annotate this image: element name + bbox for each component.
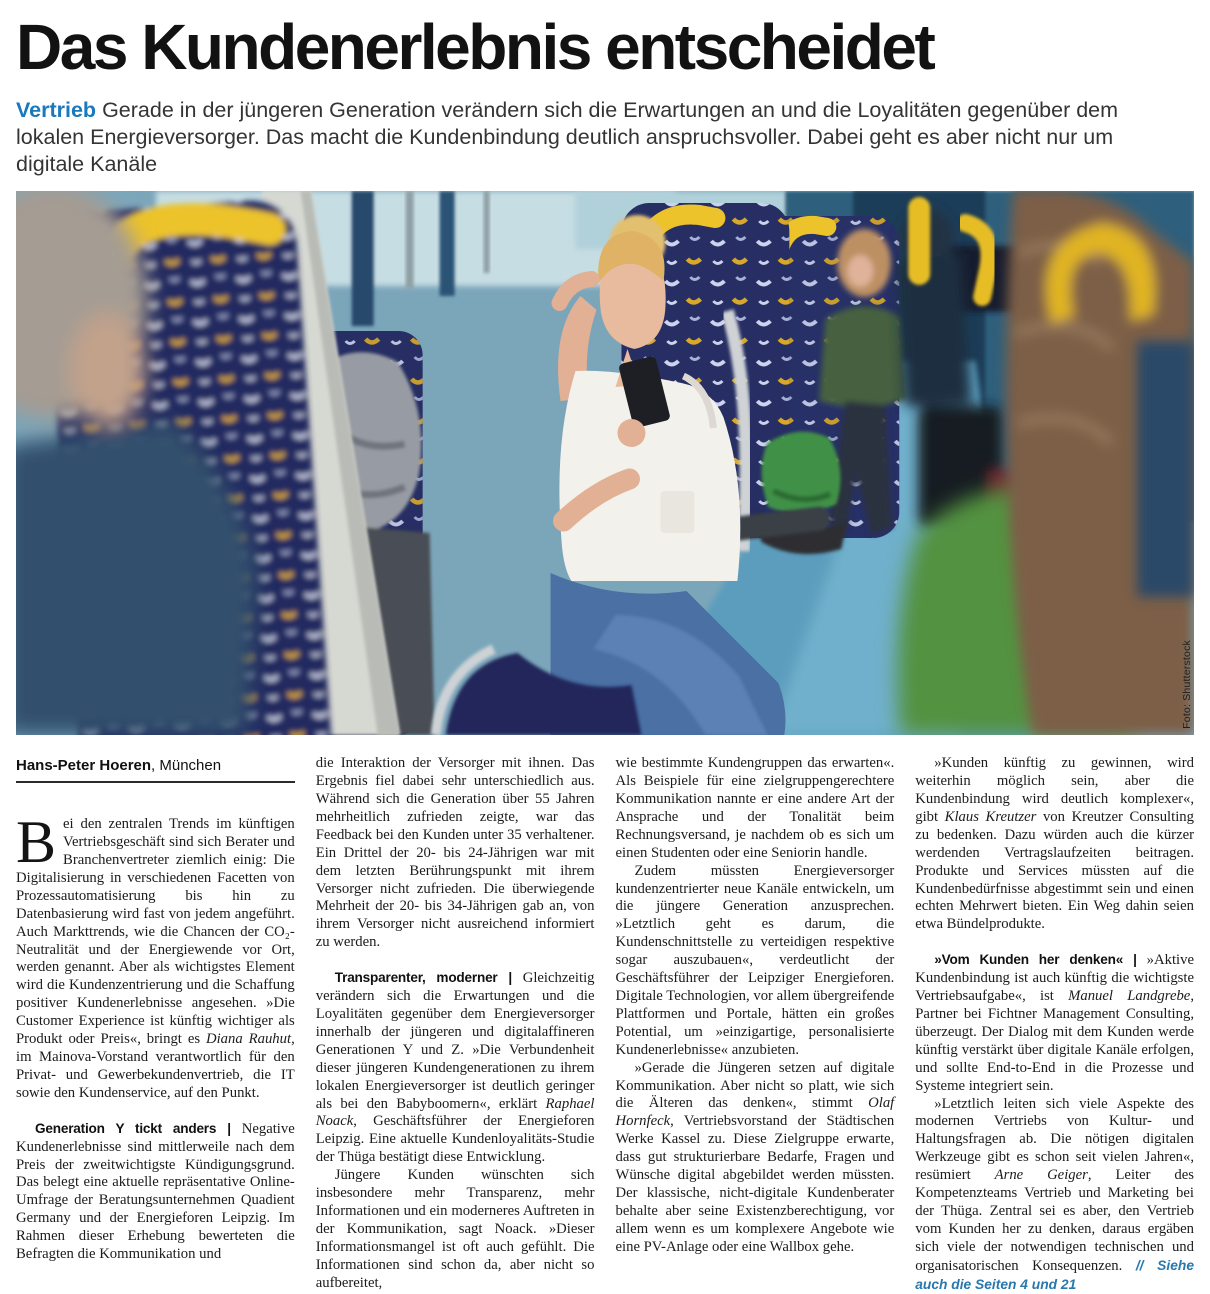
body-text: »Letztlich leiten sich viele Aspekte des modernen Vertriebs von Kultur- und Haltungsfragen ab. Die nötigen digitalen Werkzeuge gibt es schon seit vielen Jahren«, resümiert	[915, 1096, 1194, 1184]
paragraph	[915, 1096, 1194, 1294]
body-text: »Kunden künftig zu gewinnen, wird weiterhin möglich sein, aber die Kundenbindung wird deutlich komplexer«, gibt	[915, 755, 1194, 825]
person-name: Manuel Landgrebe	[1068, 988, 1190, 1004]
body-text: , Partner bei Fichtner Management Consulting, überzeugt. Der Dialog mit dem Kunden werde künftig verstärkt über digitale Kanäle erfolgen, und sollte End-to-End in die Prozesse und Systeme integriert sein.	[915, 988, 1194, 1094]
paragraph	[316, 755, 595, 952]
byline: Hans-Peter Hoeren, München	[16, 755, 295, 783]
person-name: Klaus Kreutzer	[945, 809, 1037, 825]
paragraph	[616, 1060, 895, 1257]
body-text: Negative Kundenerlebnisse sind mittlerweile nach dem Preis der zweitwichtigste Kündigungsgrund. Das belegt eine aktuelle repräsentative Online-Umfrage der Beratungsunternehmen Quadient Germany und der Energieforen Leipzig. Im Rahmen dieser Erhebung bewerteten die Befragten die Kommunikation und	[16, 1121, 295, 1262]
body-text: Jüngere Kunden wünschten sich insbesondere mehr Transparenz, mehr Informationen und ein moderneres Auftreten in der Kommunikation, sagt Noack. »Dieser Informationsmangel ist oft auch gefühlt. Die Informationen sind schon da, aber nicht so aufbereitet,	[316, 1167, 595, 1290]
body-text: »Aktive Kundenbindung ist auch künftig die wichtigste Vertriebsaufgabe«, ist	[915, 952, 1194, 1004]
photo-credit: Foto: Shutterstock	[1181, 640, 1193, 729]
paragraph	[616, 863, 895, 1060]
body-text: die Interaktion der Versorger mit ihnen. Das Ergebnis fiel dabei sehr unterschiedlich aus. Während sich die Generation über 55 Jahren mehrheitlich zufrieden zeigte, war das Feedback bei den Kunden unter 35 verhaltener. Ein Drittel der 20- bis 24-Jährigen war mit dem letzten Berührungspunkt mit ihrem Versorger nicht zufrieden. Die überwiegende Mehrheit der 20- bis 34-Jährigen gab an, von ihrem Versorger nicht ausreichend informiert zu werden.	[316, 755, 595, 950]
article-column-4	[915, 755, 1194, 1294]
paragraph-lead-in: Generation Y tickt anders |	[35, 1121, 242, 1136]
article-column-3	[616, 755, 895, 1294]
body-text: von Kreutzer Consulting zu bedenken. Dazu würden auch die kürzer werdenden Vertragslaufzeiten beitragen. Produkte und Services müssten auf die Kundenbedürfnisse abgestimmt sein und einen echten Mehrwert bieten. Ein Weg dahin seien etwa Bündelprodukte.	[915, 809, 1194, 932]
body-text: wie bestimmte Kundengruppen das erwarten«. Als Beispiele für eine zielgruppengerechtere Kommunikation nannte er eine andere Art der Ansprache und der Tonalität beim Rechnungsversand, je nachdem ob es sich um einen Studenten oder eine Seniorin handle.	[616, 755, 895, 861]
paragraph	[316, 1167, 595, 1292]
kicker: Vertrieb	[16, 98, 96, 122]
standfirst	[16, 97, 1181, 178]
article-body	[16, 755, 1194, 1294]
headline: Das Kundenerlebnis entscheidet	[16, 14, 1194, 81]
person-name: Raphael Noack	[316, 1096, 595, 1130]
body-text: , Vertriebsvorstand der Städtischen Werke Kassel zu. Diese Zielgruppe erwarte, dass gut strukturierbare Bedarfe, Fragen und Wünsche digital abgebildet werden müssten. Der klassische, nicht-digitale Kundenberater behalte aber seine Existenzberechtigung, vor allem wenn es um komplexere Angebote wie eine PV-Anlage oder eine Wallbox gehe.	[616, 1113, 895, 1254]
drop-cap: B	[16, 816, 63, 866]
body-text: ei den zentralen Trends im künftigen Vertriebsgeschäft sind sich Berater und Branchenvertreter ziemlich einig: Die Digitalisierung in verschiedenen Facetten von Prozessautomatisierung bis hin zu Datenbasierung wird fast von jedem angeführt. Auch Markttrends, wie die Chancen der CO₂-Neutralität und der Energiewende vor Ort, werden genannt. Aber als wichtigstes Element wird die Kundenzentrierung und die Schaffung positiver Kundenerlebnisse angesehen. »Die Customer Experience ist künftig wichtiger als Produkt oder Preis«, bringt es	[16, 816, 295, 1047]
body-text: »Gerade die Jüngeren setzen auf digitale Kommunikation. Aber nicht so platt, wie sich die Älteren das denken«, stimmt	[616, 1060, 895, 1112]
body-text: Zudem müssten Energieversorger kundenzentrierter neue Kanäle entwickeln, um die jüngere Generation anzusprechen. »Letztlich geht es darum, die Kundenschnittstelle zu verteidigen respektive sogar auszubauen«, verdeutlicht der Geschäftsführer der Leipziger Energieforen. Digitale Technologien, vor allem übergreifende Plattformen und Portale, hätten ein großes Potential, um »einzigartige, personalisierte Kundenerlebnisse« anzubieten.	[616, 863, 895, 1058]
article-photo	[16, 191, 1194, 735]
person-name: Olaf Hornfeck	[616, 1095, 895, 1129]
paragraph	[16, 1120, 295, 1264]
train-photo-illustration	[16, 191, 1194, 735]
body-text: , Leiter des Kompetenzteams Vertrieb und Marketing bei der Thüga. Zentral sei es aber, den Vertrieb vom Kunden her zu denken, daraus ergäben sich viele der notwendigen technischen und organisatorischen Konsequenzen.	[915, 1167, 1194, 1274]
paragraph	[16, 816, 295, 1103]
article-column-2	[316, 755, 595, 1294]
paragraph	[616, 755, 895, 862]
byline-author: Hans-Peter Hoeren	[16, 757, 151, 774]
person-name: Diana Rauhut	[206, 1031, 291, 1047]
person-name: Arne Geiger	[995, 1167, 1088, 1183]
body-text: , Geschäftsführer der Energieforen Leipzig. Eine aktuelle Kundenloyalitäts-Studie der Thüga bestätigt diese Entwicklung.	[316, 1113, 595, 1165]
standfirst-text: Gerade in der jüngeren Generation verändern sich die Erwartungen an und die Loyalitäten gegenüber dem lokalen Energieversorger. Das macht die Kundenbindung deutlich anspruchsvoller. Dabei geht es aber nicht nur um digitale Kanäle	[16, 98, 1118, 176]
article-column-1	[16, 755, 295, 1294]
paragraph-lead-in: »Vom Kunden her denken« |	[934, 952, 1146, 967]
body-text: , im Mainova-Vorstand verantwortlich für den Privat- und Gewerbekundenvertrieb, die IT sowie den Kundenservice, auf den Punkt.	[16, 1031, 295, 1101]
cross-reference: // Siehe auch die Seiten 4 und 21	[915, 1258, 1194, 1292]
paragraph	[316, 969, 595, 1167]
paragraph-lead-in: Transparenter, moderner |	[335, 970, 523, 985]
body-text: Gleichzeitig verändern sich die Erwartungen und die Loyalitäten gegenüber dem Energieversorger innerhalb der jüngeren und digitalaffineren Generationen Y und Z. »Die Verbundenheit dieser jüngeren Kundengenerationen zu ihrem lokalen Energieversorger ist deutlich geringer als bei den Babyboomern«, erklärt	[316, 970, 595, 1111]
paragraph	[915, 951, 1194, 1095]
paragraph	[915, 755, 1194, 934]
